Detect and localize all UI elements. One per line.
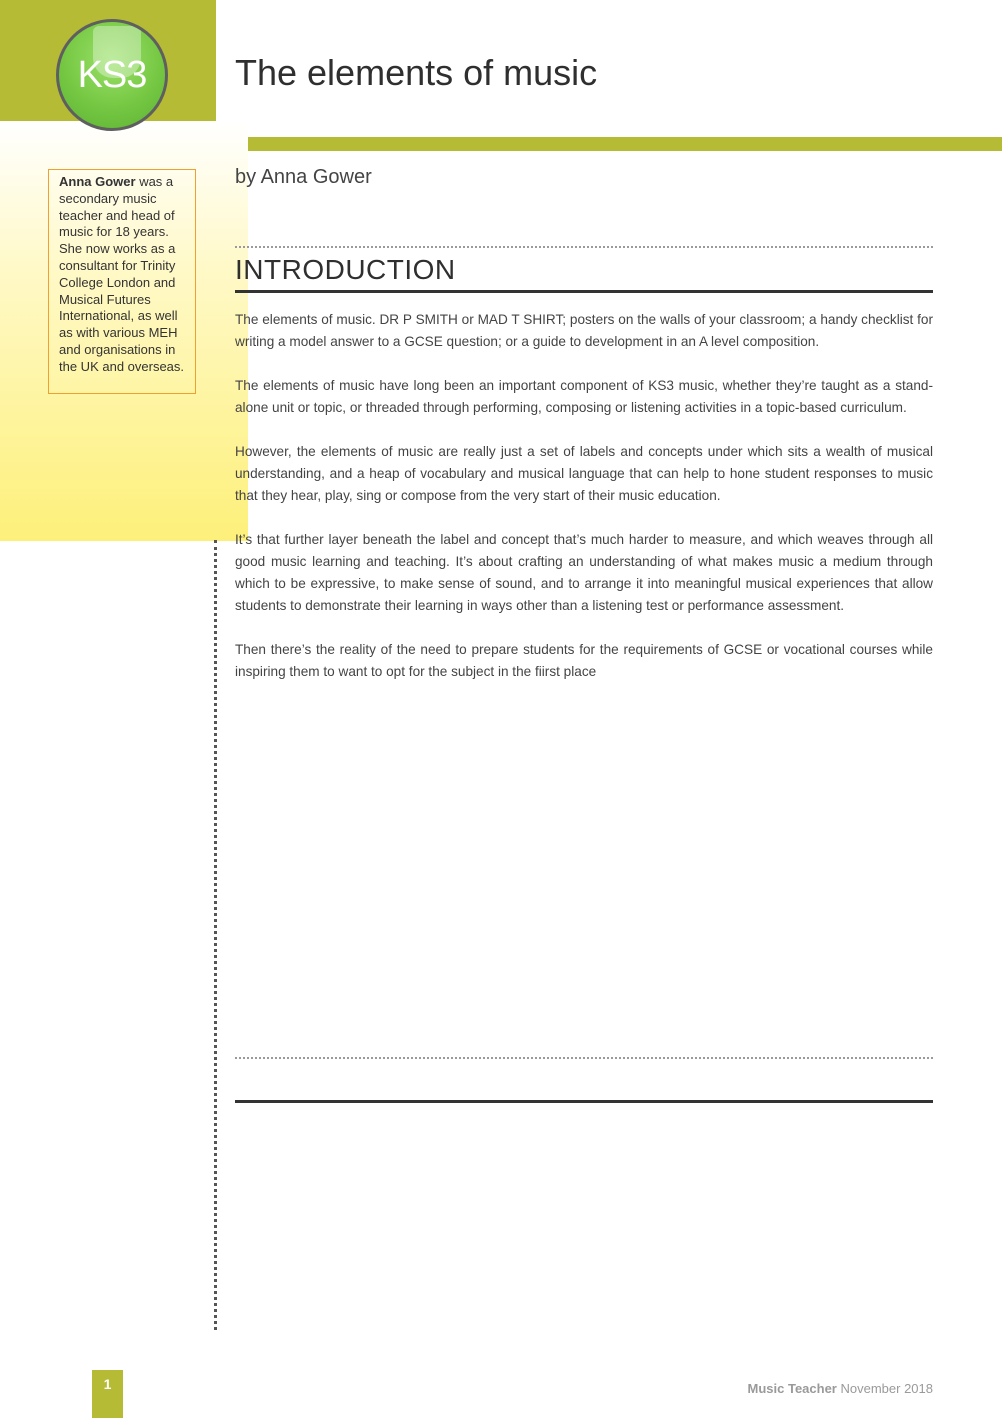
issue-date: November 2018 — [836, 1381, 933, 1396]
page-title: The elements of music — [235, 52, 598, 93]
footer-credit — [748, 1381, 933, 1396]
author-bio-box — [48, 169, 196, 394]
body-paragraph: It’s that further layer beneath the label and concept that’s much harder to measure, and which weaves through all good music learning and teaching. It’s about crafting an understanding of what makes music a medium through which to be expressive, to make sense of sound, and to arrange it into meaningful musical experiences that allow students to demonstrate their learning in ways other than a listening test or performance assessment. — [235, 532, 933, 613]
section-bottom-dotted-divider — [235, 1057, 933, 1059]
section-bottom-rule — [235, 1100, 933, 1103]
page-number: 1 — [92, 1370, 123, 1418]
bio-text: was a secondary music teacher and head of music for 18 years. She now works as a consultant for Trinity College London and Musical Futures International, as well as with various MEH and organisations in the UK and overseas. — [59, 174, 185, 374]
body-paragraph: Then there’s the reality of the need to prepare students for the requirements of GCSE or vocational courses while inspiring them to want to opt for the subject in the fiirst place — [235, 642, 933, 679]
ks3-badge — [56, 19, 168, 131]
section-top-dotted-divider — [235, 246, 933, 248]
section-heading-rule — [235, 290, 933, 293]
body-paragraph: The elements of music have long been an important component of KS3 music, whether they’re taught as a stand-alone unit or topic, or threaded through performing, composing or listening activities in a topic-based curriculum. — [235, 378, 933, 415]
body-paragraph: However, the elements of music are really just a set of labels and concepts under which sits a wealth of musical understanding, and a heap of vocabulary and musical language that can help to hone student responses to music that they hear, play, sing or compose from the very start of their music education. — [235, 444, 933, 503]
author-byline: by Anna Gower — [235, 166, 372, 188]
bio-author-name: Anna Gower — [59, 174, 136, 189]
title-rule — [248, 137, 1002, 151]
badge-label: KS3 — [77, 54, 147, 96]
article-body — [235, 309, 933, 705]
body-paragraph: The elements of music. DR P SMITH or MAD T SHIRT; posters on the walls of your classroom; a handy checklist for writing a model answer to a GCSE question; or a guide to development in an A level composition. — [235, 312, 933, 349]
magazine-name: Music Teacher — [747, 1381, 837, 1396]
sidebar-dotted-divider — [214, 540, 217, 1330]
section-heading: INTRODUCTION — [235, 254, 456, 285]
